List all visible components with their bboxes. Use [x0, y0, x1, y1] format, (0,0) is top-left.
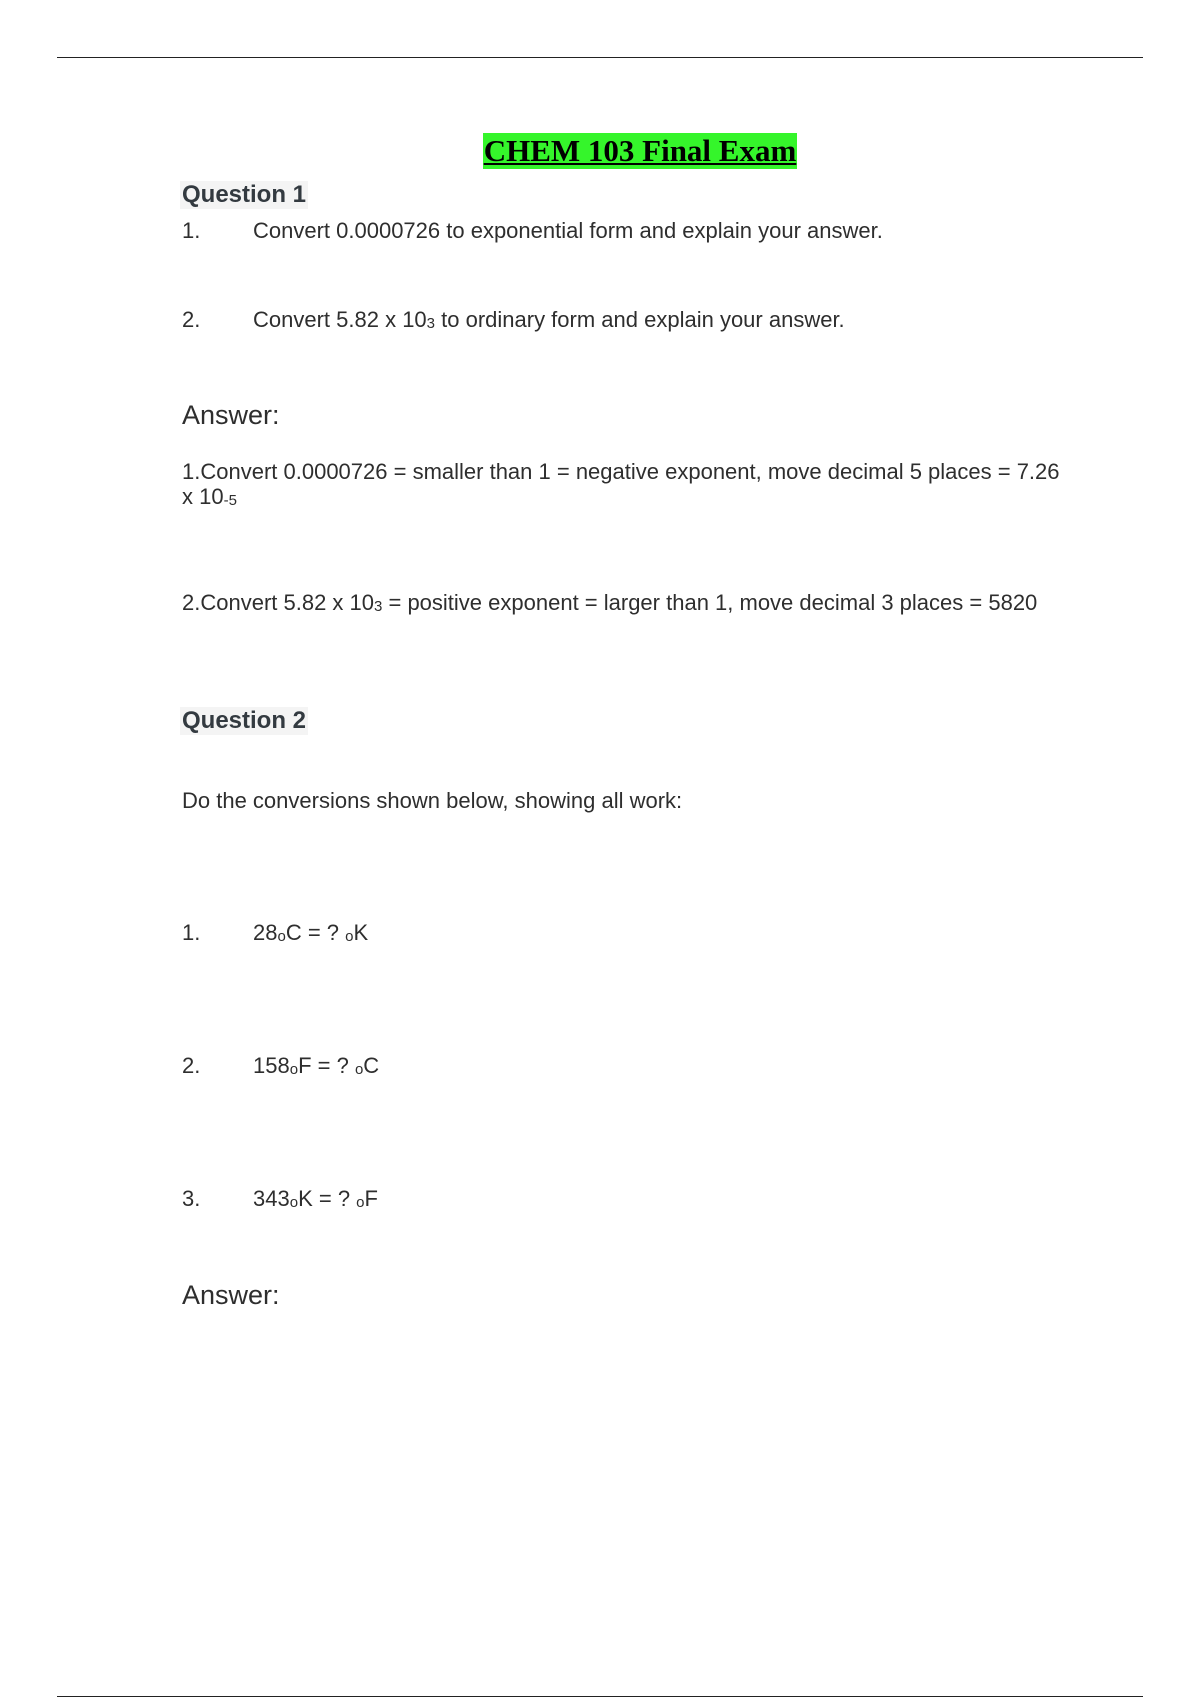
equals-text: = ? [301, 920, 346, 945]
degree-symbol: o [277, 928, 286, 945]
answer-number: 1. [182, 459, 201, 484]
question-1-item-1 [182, 218, 883, 244]
item-text-after: to ordinary form and explain your answer. [435, 307, 845, 332]
answer-superscript: -5 [223, 492, 237, 509]
item-number: 2. [182, 307, 201, 332]
answer-text-before: Convert 5.82 x 10 [200, 590, 375, 615]
degree-symbol: o [289, 1061, 299, 1078]
equals-text: = ? [311, 1053, 355, 1078]
answer-text: Convert 0.0000726 = smaller than 1 = negative exponent, move decimal 5 places = 7.26 x 10 [182, 459, 1060, 509]
to-unit: F [364, 1186, 378, 1211]
item-number: 3. [182, 1186, 201, 1211]
header-rule [57, 57, 1143, 58]
from-unit: F [298, 1053, 312, 1078]
item-value: 343 [253, 1186, 290, 1211]
item-text: Convert 0.0000726 to exponential form and explain your answer. [253, 218, 883, 243]
question-1-answer-label: Answer: [182, 400, 280, 430]
degree-symbol: o [345, 928, 354, 945]
degree-symbol: o [356, 1194, 365, 1211]
from-unit: K [298, 1186, 313, 1211]
item-superscript: 3 [426, 315, 436, 332]
answer-number: 2. [182, 590, 201, 615]
equals-text: = ? [312, 1186, 357, 1211]
item-value: 158 [253, 1053, 290, 1078]
question-2-item-1 [182, 920, 368, 950]
degree-symbol: o [354, 1061, 364, 1078]
question-2-heading: Question 2 [182, 707, 307, 734]
question-2-instructions: Do the conversions shown below, showing all work: [182, 788, 683, 813]
question-2-item-2 [182, 1053, 379, 1083]
question-1-heading: Question 1 [182, 181, 307, 208]
question-2-item-3 [182, 1186, 378, 1216]
footer-rule [57, 1696, 1143, 1697]
item-number: 1. [182, 920, 201, 945]
item-value: 28 [253, 920, 278, 945]
question-1-answer-2 [182, 590, 1062, 619]
item-text-before: Convert 5.82 x 10 [253, 307, 427, 332]
item-number: 1. [182, 218, 201, 243]
to-unit: K [353, 920, 369, 945]
title-container [0, 133, 1200, 169]
item-number: 2. [182, 1053, 201, 1078]
question-2-answer-label: Answer: [182, 1280, 280, 1310]
answer-text-after: = positive exponent = larger than 1, move decimal 3 places = 5820 [382, 590, 1038, 615]
answer-superscript: 3 [374, 598, 383, 615]
question-1-answer-1 [182, 459, 1062, 513]
question-1-item-2 [182, 307, 845, 337]
to-unit: C [363, 1053, 380, 1078]
from-unit: C [285, 920, 302, 945]
document-title: CHEM 103 Final Exam [483, 133, 797, 168]
degree-symbol: o [289, 1194, 299, 1211]
